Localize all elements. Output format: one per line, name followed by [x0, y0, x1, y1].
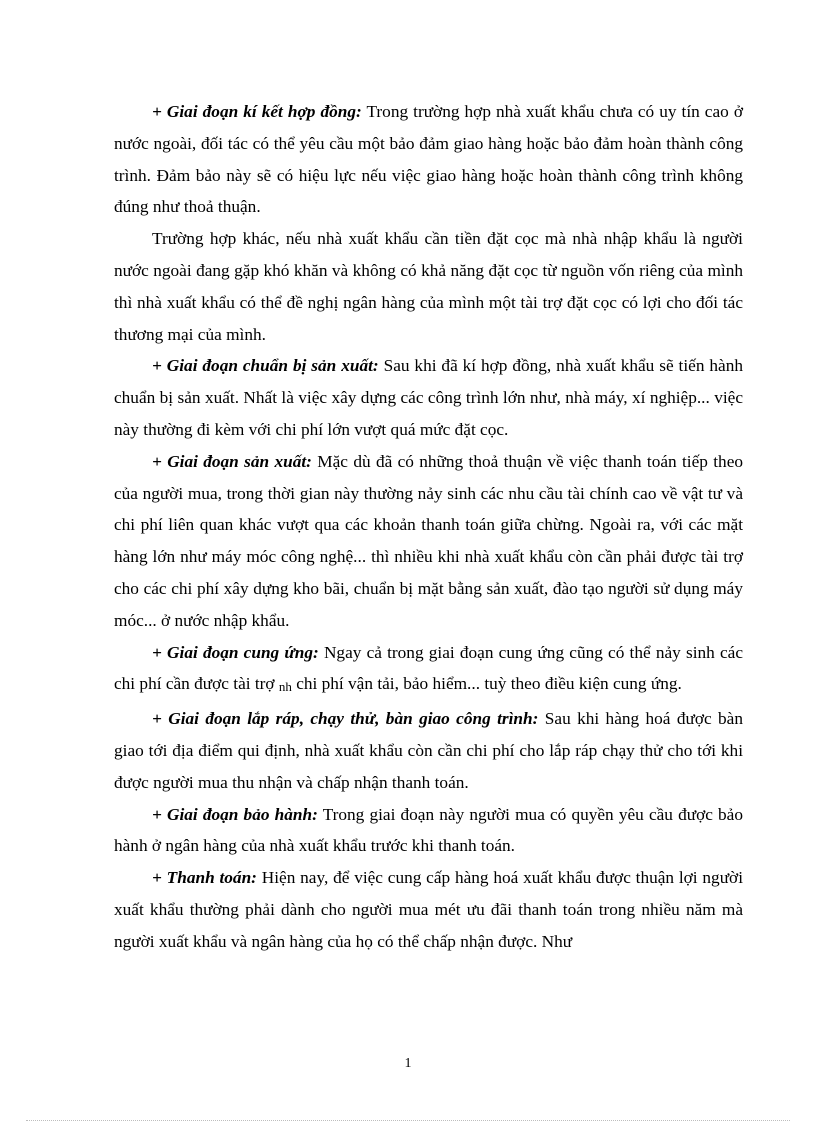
paragraph-deposit — [114, 223, 743, 350]
paragraph-text: Mặc dù đã có những thoả thuận về việc thanh toán tiếp theo của người mua, trong thời gian này thường nảy sinh các nhu cầu tài chính cao về vật tư và chi phí liên quan khác vượt qua các khoản thanh toán giữa chừng. Ngoài ra, với các mặt hàng lớn như máy móc công nghệ... thì nhiều khi nhà xuất khẩu còn cần phải được tài trợ cho các chi phí xây dựng kho bãi, chuẩn bị mặt bằng sản xuất, đào tạo người sử dụng máy móc... ở nước nhập khẩu. — [114, 451, 743, 630]
paragraph-heading: + Giai đoạn bảo hành: — [152, 804, 318, 824]
paragraph-text-continued: chi phí vận tải, bảo hiểm... tuỳ theo điều kiện cung ứng. — [291, 674, 682, 694]
paragraph-contract-signing — [114, 96, 743, 223]
paragraph-heading: + Giai đoạn chuẩn bị sản xuất: — [152, 356, 379, 376]
paragraph-text: Trong trường hợp nhà xuất khẩu chưa có uy tín cao ở nước ngoài, đối tác có thể yêu cầu một bảo đảm giao hàng hoặc bảo đảm hoàn thành công trình. Đảm bảo này sẽ có hiệu lực nếu việc giao hàng hoặc hoàn thành công trình không đúng như thoả thuận. — [114, 102, 743, 217]
paragraph-text: Sau khi đã kí hợp đồng, nhà xuất khẩu sẽ tiến hành chuẩn bị sản xuất. Nhất là việc xây dựng các công trình lớn như, nhà máy, xí nghiệp... việc này thường đi kèm với chi phí lớn vượt quá mức đặt cọc. — [114, 356, 743, 439]
body-text — [114, 96, 743, 958]
paragraph-text: Hiện nay, để việc cung cấp hàng hoá xuất khẩu được thuận lợi người xuất khẩu thường phải dành cho người mua mét ưu đãi thanh toán trong nhiều năm mà người xuất khẩu và ngân hàng của họ có thể chấp nhận được. Như — [114, 868, 743, 951]
paragraph-supply — [114, 637, 743, 704]
paragraph-heading: + Giai đoạn kí kết hợp đồng: — [152, 102, 362, 121]
page-number: 1 — [404, 1056, 412, 1071]
paragraph-text: Trong giai đoạn này người mua có quyền yêu cầu được bảo hành ở ngân hàng của nhà xuất khẩu trước khi thanh toán. — [114, 804, 743, 856]
paragraph-text: Sau khi hàng hoá được bàn giao tới địa điểm qui định, nhà xuất khẩu còn cần chi phí cho lắp ráp chạy thử cho tới khi được người mua thu nhận và chấp nhận thanh toán. — [114, 709, 743, 792]
paragraph-heading: + Thanh toán: — [152, 868, 257, 888]
paragraph-assembly-handover — [114, 703, 743, 798]
paragraph-heading: + Giai đoạn lắp ráp, chạy thử, bàn giao công trình: — [152, 709, 539, 729]
paragraph-heading: + Giai đoạn cung ứng: — [152, 642, 319, 662]
paragraph-warranty — [114, 799, 743, 863]
paragraph-text: Trường hợp khác, nếu nhà xuất khẩu cần tiền đặt cọc mà nhà nhập khẩu là người nước ngoài đang gặp khó khăn và không có khả năng đặt cọc từ nguồn vốn riêng của mình thì nhà xuất khẩu có thể đề nghị ngân hàng của mình một tài trợ đặt cọc có lợi cho đối tác thương mại của mình. — [114, 229, 743, 344]
paragraph-inline-fragment: nh — [278, 679, 292, 695]
paragraph-text: Ngay cả trong giai đoạn cung ứng cũng có thể nảy sinh các chi phí cần được tài trợ — [114, 642, 744, 694]
paragraph-production-preparation — [114, 350, 743, 445]
paragraph-production — [114, 446, 743, 637]
paragraph-payment — [114, 862, 743, 957]
paragraph-heading: + Giai đoạn sản xuất: — [152, 451, 312, 471]
page-bottom-border — [26, 1120, 790, 1121]
